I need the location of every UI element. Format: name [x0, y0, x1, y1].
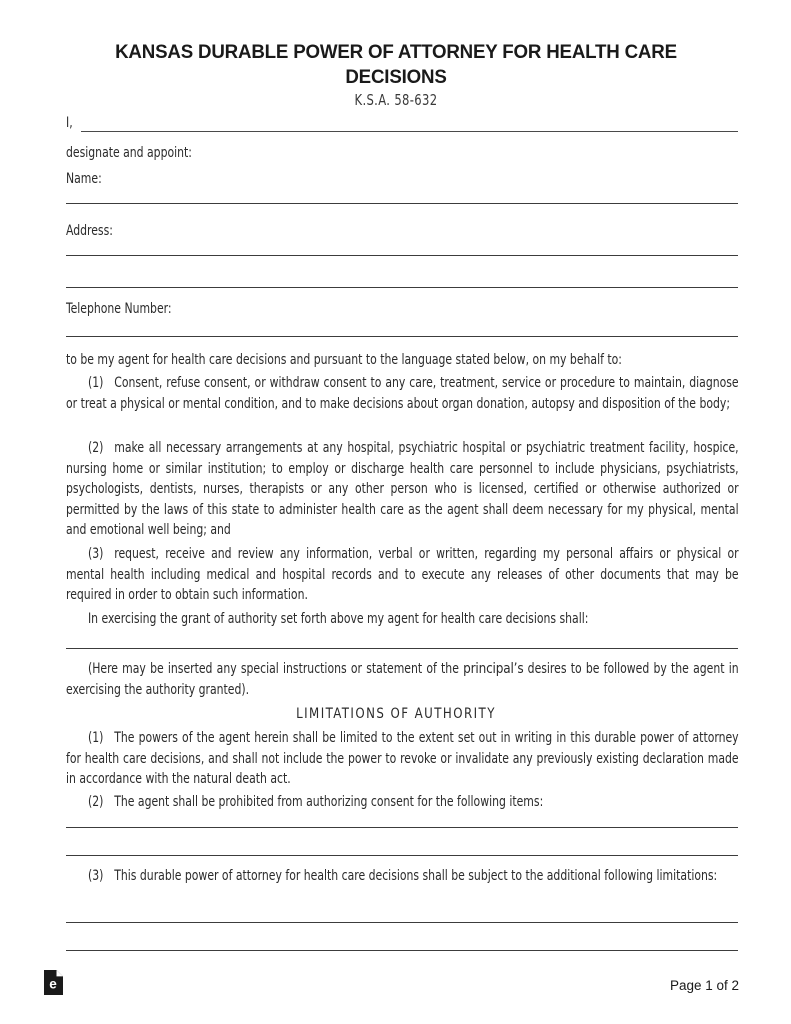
- grant-item-3-paragraph: (3) request, receive and review any information, verbal or written, regarding my personal affairs or physical or mental health including medical and hospital records and to execute any releases of other documents that may be required in order to obtain such information.: [66, 546, 739, 604]
- agent-address-blank-1[interactable]: [66, 255, 738, 256]
- page-number: Page 1 of 2: [669, 978, 739, 993]
- grant-item-2-paragraph: (2) make all necessary arrangements at any hospital, psychiatric hospital or psychiatric treatment facility, hospice, nursing home or similar institution; to employ or discharge health care personnel to include physicians, psychiatrists, psychologists, dentists, nurses, therapists or any other person who is licensed, certified or otherwise authorized or permitted by the laws of this state to administer health care as the agent shall deem necessary for my physical, mental and emotional well being; and: [66, 440, 739, 539]
- limitations-item-2-paragraph: (2) The agent shall be prohibited from authorizing consent for the following items:: [87, 794, 544, 810]
- document-logo-icon: [44, 970, 63, 995]
- agent-name-blank[interactable]: [66, 203, 738, 204]
- agent-address-blank-2[interactable]: [66, 287, 738, 288]
- instructions-note-emphasis: principal’s: [463, 661, 524, 677]
- instructions-note-pre: (Here may be inserted any special instructions or statement of the: [87, 661, 464, 677]
- limitations-item-3-blank-1[interactable]: [66, 922, 738, 923]
- agent-name-label: Name:: [66, 171, 102, 187]
- document-title: KANSAS DURABLE POWER OF ATTORNEY FOR HEALTH CARE DECISIONS: [115, 41, 677, 88]
- agent-telephone-blank[interactable]: [66, 336, 738, 337]
- instructions-note-post: desires to be followed by the agent in exercising the authority granted).: [66, 661, 739, 698]
- agent-address-label: Address:: [66, 223, 113, 239]
- agent-telephone-label: Telephone Number:: [66, 301, 172, 317]
- limitations-item-2-blank-2[interactable]: [66, 855, 738, 856]
- limitations-item-2-blank-1[interactable]: [66, 827, 738, 828]
- statute-citation: K.S.A. 58-632: [354, 91, 438, 109]
- principal-name-label: I,: [66, 115, 73, 131]
- exercising-authority-paragraph: In exercising the grant of authority set forth above my agent for health care decisions shall:: [87, 611, 589, 627]
- svg-text:e: e: [49, 976, 57, 992]
- limitations-heading: LIMITATIONS OF AUTHORITY: [296, 705, 496, 722]
- limitations-item-3-blank-2[interactable]: [66, 950, 738, 951]
- special-instructions-note: [66, 659, 739, 700]
- limitations-item-1-paragraph: (1) The powers of the agent herein shall be limited to the extent set out in writing in this durable power of attorney for health care decisions, and shall not include the power to revoke or invalidate any previously existing declaration made in accordance with the natural death act.: [66, 730, 739, 788]
- special-instructions-blank[interactable]: [66, 648, 738, 649]
- limitations-item-3-paragraph: (3) This durable power of attorney for health care decisions shall be subject to the additional following limitations:: [87, 868, 718, 884]
- grant-item-1-paragraph: (1) Consent, refuse consent, or withdraw consent to any care, treatment, service or procedure to maintain, diagnose or treat a physical or mental condition, and to make decisions about organ donation, autopsy and disposition of the body;: [66, 375, 739, 412]
- principal-name-blank[interactable]: [81, 131, 738, 132]
- designate-and-appoint-label: designate and appoint:: [66, 145, 192, 161]
- grant-intro-paragraph: to be my agent for health care decisions and pursuant to the language stated below, on my behalf to:: [66, 352, 622, 368]
